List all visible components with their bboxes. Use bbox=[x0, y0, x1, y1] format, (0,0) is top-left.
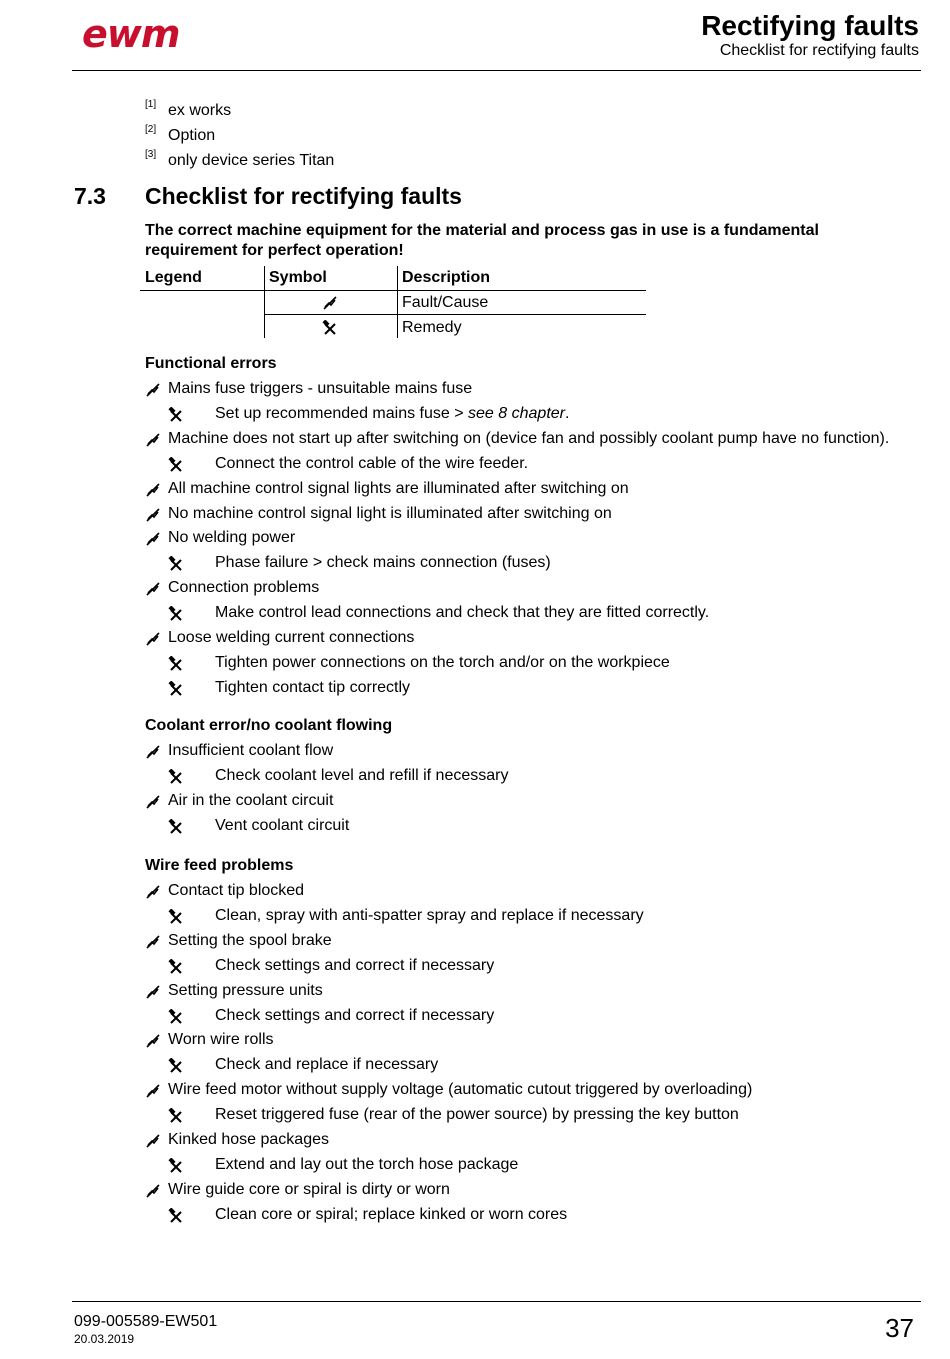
remedy-icon bbox=[168, 407, 184, 423]
group-title: Coolant error/no coolant flowing bbox=[145, 717, 393, 734]
footnote bbox=[145, 149, 335, 170]
fault-text bbox=[168, 932, 332, 950]
item-text: Wire guide core or spiral is dirty or worn bbox=[168, 1181, 450, 1198]
fault-icon bbox=[145, 482, 161, 498]
item-text: Clean, spray with anti-spatter spray and replace if necessary bbox=[215, 907, 644, 924]
footnote-mark: [2] bbox=[145, 124, 157, 135]
remedy-text bbox=[215, 554, 551, 572]
item-text: Wire feed motor without supply voltage (automatic cutout triggered by overloading) bbox=[168, 1081, 753, 1098]
fault-text bbox=[168, 430, 889, 448]
remedy-icon bbox=[168, 656, 184, 672]
fault-text bbox=[168, 529, 295, 547]
section-number: 7.3 bbox=[74, 183, 106, 209]
fault-text bbox=[168, 480, 629, 498]
item-text: Mains fuse triggers - unsuitable mains fuse bbox=[168, 380, 473, 397]
remedy-icon bbox=[168, 1208, 184, 1224]
ewm-logo bbox=[82, 16, 212, 52]
remedy-icon bbox=[168, 1108, 184, 1124]
legend-header-symbol: Symbol bbox=[269, 269, 327, 286]
remedy-icon bbox=[168, 909, 184, 925]
item-text: Check and replace if necessary bbox=[215, 1056, 439, 1073]
remedy-text bbox=[215, 455, 528, 473]
footnote-text: ex works bbox=[168, 102, 232, 119]
fault-text bbox=[168, 792, 333, 810]
item-text: Kinked hose packages bbox=[168, 1131, 329, 1148]
item-text: Setting pressure units bbox=[168, 982, 323, 999]
item-text: Phase failure > check mains connection (fuses) bbox=[215, 554, 551, 571]
fault-text bbox=[168, 380, 472, 398]
group-title: Wire feed problems bbox=[145, 857, 294, 874]
fault-text bbox=[168, 629, 414, 647]
fault-icon bbox=[322, 295, 338, 311]
fault-icon bbox=[145, 507, 161, 523]
footnote bbox=[145, 99, 232, 120]
document-number: 099-005589-EW501 bbox=[74, 1313, 218, 1330]
remedy-icon bbox=[322, 320, 338, 336]
remedy-text bbox=[215, 604, 709, 622]
header-rule bbox=[72, 70, 921, 71]
section-title: Checklist for rectifying faults bbox=[145, 183, 462, 209]
item-text: Set up recommended mains fuse > bbox=[215, 405, 469, 422]
item-text: No machine control signal light is illuminated after switching on bbox=[168, 505, 612, 522]
header-title: Rectifying faults bbox=[701, 10, 919, 41]
remedy-text bbox=[215, 1206, 567, 1224]
remedy-text bbox=[215, 679, 410, 697]
remedy-icon bbox=[168, 769, 184, 785]
legend-header-legend: Legend bbox=[145, 269, 202, 286]
group-title: Functional errors bbox=[145, 355, 277, 372]
fault-text bbox=[168, 1181, 450, 1199]
item-text: Tighten power connections on the torch and/or on the workpiece bbox=[215, 654, 670, 671]
footnote-mark: [1] bbox=[145, 99, 157, 110]
footnote-text: only device series Titan bbox=[168, 152, 335, 169]
item-text: Make control lead connections and check that they are fitted correctly. bbox=[215, 604, 710, 621]
footnote bbox=[145, 124, 216, 145]
fault-icon bbox=[145, 984, 161, 1000]
item-text: Worn wire rolls bbox=[168, 1031, 274, 1048]
item-text: Check coolant level and refill if necessary bbox=[215, 767, 509, 784]
legend-divider bbox=[264, 266, 265, 338]
item-text: Extend and lay out the torch hose package bbox=[215, 1156, 519, 1173]
remedy-text bbox=[215, 405, 569, 423]
fault-icon bbox=[145, 1083, 161, 1099]
item-text: Check settings and correct if necessary bbox=[215, 957, 495, 974]
footnote-text: Option bbox=[168, 127, 216, 144]
fault-text bbox=[168, 742, 333, 760]
header-subtitle: Checklist for rectifying faults bbox=[719, 42, 919, 59]
remedy-text bbox=[215, 907, 644, 925]
remedy-text bbox=[215, 1106, 739, 1124]
remedy-text bbox=[215, 1007, 494, 1025]
svg-text:ewm: ewm bbox=[82, 16, 180, 52]
remedy-text bbox=[215, 1156, 518, 1174]
item-text: Tighten contact tip correctly bbox=[215, 679, 411, 696]
legend-header-description: Description bbox=[402, 269, 491, 286]
legend-description: Fault/Cause bbox=[402, 294, 489, 311]
remedy-text bbox=[215, 654, 670, 672]
remedy-icon bbox=[168, 1009, 184, 1025]
item-text: Insufficient coolant flow bbox=[168, 742, 334, 759]
fault-icon bbox=[145, 581, 161, 597]
fault-icon bbox=[145, 1183, 161, 1199]
fault-icon bbox=[145, 1133, 161, 1149]
remedy-text bbox=[215, 767, 508, 785]
item-text: Connect the control cable of the wire feeder. bbox=[215, 455, 529, 472]
item-text: Vent coolant circuit bbox=[215, 817, 350, 834]
remedy-icon bbox=[168, 959, 184, 975]
fault-text bbox=[168, 982, 323, 1000]
item-text: Machine does not start up after switching on (device fan and possibly coolant pump have no function). bbox=[168, 430, 890, 447]
fault-icon bbox=[145, 531, 161, 547]
fault-text bbox=[168, 505, 612, 523]
fault-icon bbox=[145, 934, 161, 950]
item-text: Reset triggered fuse (rear of the power source) by pressing the key button bbox=[215, 1106, 739, 1123]
fault-text bbox=[168, 1031, 274, 1049]
legend-row-rule bbox=[264, 314, 646, 315]
fault-text bbox=[168, 1081, 752, 1099]
remedy-icon bbox=[168, 681, 184, 697]
document-date: 20.03.2019 bbox=[74, 1332, 135, 1346]
cross-reference-link[interactable]: see 8 chapter bbox=[468, 405, 565, 422]
remedy-icon bbox=[168, 1058, 184, 1074]
fault-text bbox=[168, 579, 319, 597]
remedy-text bbox=[215, 957, 494, 975]
item-text: All machine control signal lights are illuminated after switching on bbox=[168, 480, 629, 497]
legend-divider bbox=[397, 266, 398, 338]
fault-icon bbox=[145, 631, 161, 647]
footnote-mark: [3] bbox=[145, 149, 157, 160]
item-text: Check settings and correct if necessary bbox=[215, 1007, 495, 1024]
fault-icon bbox=[145, 1033, 161, 1049]
item-text: Connection problems bbox=[168, 579, 320, 596]
fault-icon bbox=[145, 884, 161, 900]
fault-icon bbox=[145, 794, 161, 810]
item-suffix: . bbox=[564, 405, 570, 422]
remedy-icon bbox=[168, 606, 184, 622]
remedy-icon bbox=[168, 819, 184, 835]
section-intro: The correct machine equipment for the material and process gas in use is a fundamental requirement for perfect operation! bbox=[145, 222, 819, 259]
remedy-text bbox=[215, 1056, 438, 1074]
legend-description: Remedy bbox=[402, 319, 462, 336]
remedy-icon bbox=[168, 556, 184, 572]
legend-header-rule bbox=[140, 290, 646, 291]
fault-icon bbox=[145, 382, 161, 398]
remedy-icon bbox=[168, 1158, 184, 1174]
footer-rule bbox=[72, 1301, 921, 1302]
item-text: No welding power bbox=[168, 529, 296, 546]
item-text: Clean core or spiral; replace kinked or worn cores bbox=[215, 1206, 568, 1223]
fault-icon bbox=[145, 432, 161, 448]
item-text: Contact tip blocked bbox=[168, 882, 305, 899]
item-text: Air in the coolant circuit bbox=[168, 792, 334, 809]
remedy-icon bbox=[168, 457, 184, 473]
fault-text bbox=[168, 882, 304, 900]
item-text: Loose welding current connections bbox=[168, 629, 415, 646]
page-number: 37 bbox=[885, 1313, 914, 1343]
item-text: Setting the spool brake bbox=[168, 932, 332, 949]
fault-icon bbox=[145, 744, 161, 760]
remedy-text bbox=[215, 817, 349, 835]
fault-text bbox=[168, 1131, 329, 1149]
